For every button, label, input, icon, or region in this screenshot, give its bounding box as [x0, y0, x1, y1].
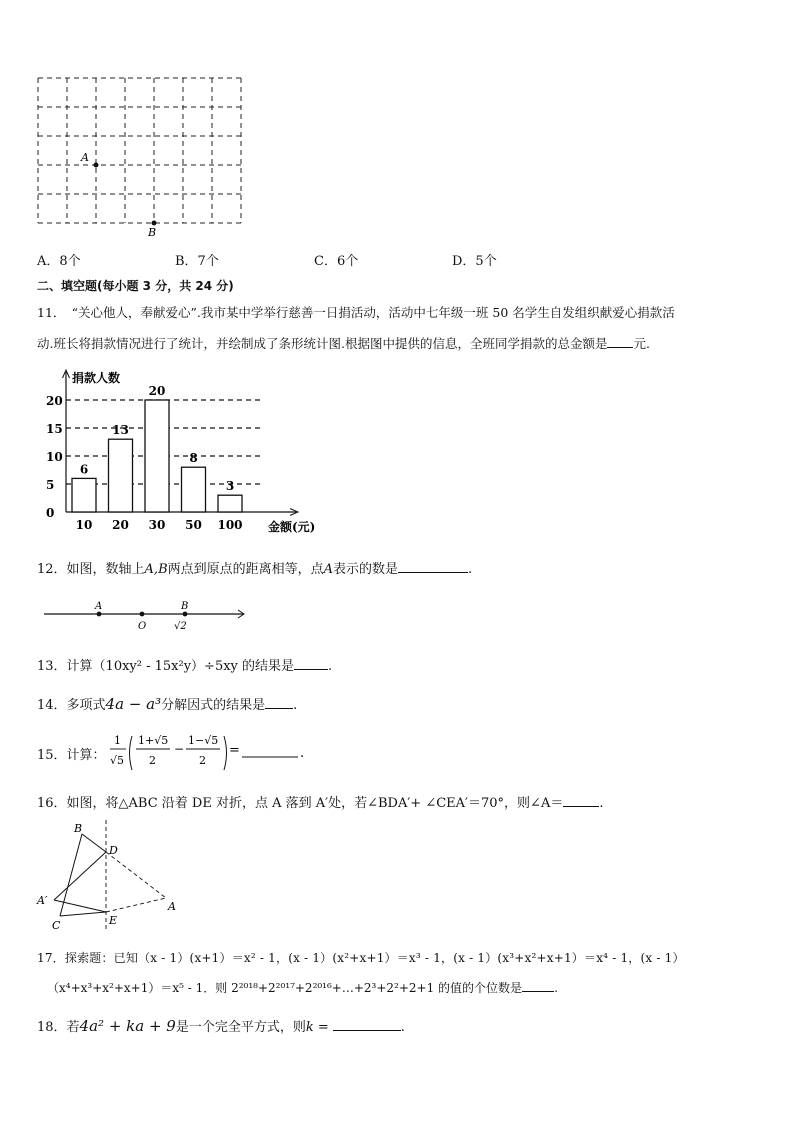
q12-end-text: 表示的数是 [333, 562, 399, 577]
y-tick-label: 10 [46, 450, 63, 464]
axis-label-a: A [95, 601, 103, 612]
q14-period: . [293, 698, 298, 713]
q17-line2 [47, 979, 558, 996]
q13-text [37, 655, 332, 674]
bar-value-label: 8 [189, 451, 198, 466]
label-d: D [109, 844, 118, 857]
label-a-prime: A′ [37, 894, 48, 907]
q16-body: 16．如图，将△ABC 沿着 DE 对折，点 A 落到 A′处，若∠BDA′+ ∠CEA′＝70°，则∠A＝ [37, 796, 564, 811]
y-tick-label: 20 [46, 394, 63, 408]
y-tick-label: 5 [46, 478, 55, 492]
axis-label-o: O [138, 621, 147, 632]
q12-pre: 12．如图，数轴上 [37, 562, 145, 577]
option-b: B．7个 [175, 254, 219, 269]
axis-point-b [183, 612, 188, 617]
q14-expression: 4a − a³ [105, 695, 162, 713]
frac-one: 1 [114, 734, 121, 747]
point-b [152, 221, 157, 226]
bar-value-label: 6 [79, 462, 89, 477]
q14-pre: 14．多项式 [37, 698, 106, 713]
frac-sqrt5: √5 [110, 754, 125, 767]
q11-line2-text: 动.班长将捐款情况进行了统计，并绘制成了条形统计图.根据图中提供的信息，全班同学捐款的总金额是 [37, 336, 608, 351]
number-line [40, 598, 255, 634]
label-c: C [52, 919, 61, 932]
answer-blank [265, 696, 293, 709]
option-d: D．5个 [452, 254, 497, 269]
dashed-grid [38, 78, 242, 223]
q18-mid: 是一个完全平方式，则 [175, 1020, 306, 1035]
q18-k: k = [305, 1020, 329, 1035]
q10-grid-figure [30, 72, 250, 240]
y-tick-label: 15 [46, 422, 63, 436]
bar [145, 400, 169, 512]
q12-ab: A,B [144, 562, 168, 577]
q17-period: . [554, 981, 558, 995]
bar-value-label: 3 [225, 479, 235, 494]
point-a [94, 163, 99, 168]
frac-den1: 2 [149, 754, 156, 767]
q16-triangle-figure [34, 818, 194, 934]
minus-sign: − [174, 742, 185, 756]
q14-text [37, 694, 297, 713]
x-tick-label: 100 [217, 518, 243, 532]
q18-pre: 18．若 [37, 1020, 80, 1035]
label-a: A [168, 900, 176, 913]
q12-period: . [468, 562, 473, 577]
q16-text [37, 792, 603, 811]
bar [182, 467, 206, 512]
label-b: B [148, 226, 157, 239]
q11-line1: 11． “关心他人，奉献爱心”.我市某中学举行慈善一日捐活动，活动中七年级一班 50 名学生自发组织献爱心捐款活 [37, 305, 675, 320]
bar [109, 439, 133, 512]
label-e: E [109, 914, 118, 927]
q14-post: 分解因式的结果是 [161, 698, 266, 713]
axis-label-b: B [181, 601, 189, 612]
section-heading: 二、填空题(每小题 3 分，共 24 分) [37, 279, 234, 293]
answer-blank [563, 794, 599, 807]
equals-sign: = [229, 743, 240, 758]
answer-blank [294, 657, 328, 670]
frac-num2: 1−√5 [188, 734, 219, 747]
option-a: A．8个 [37, 254, 81, 269]
q15-label: 15．计算： [37, 748, 106, 763]
q12-a: A [323, 562, 334, 577]
bar [72, 478, 96, 512]
option-c: C．6个 [314, 254, 359, 269]
q15-formula [108, 730, 308, 776]
answer-blank [398, 560, 468, 573]
bar [218, 495, 242, 512]
answer-blank [607, 335, 633, 348]
x-tick-label: 30 [148, 518, 166, 532]
label-b: B [74, 822, 83, 835]
q18-text [37, 1016, 405, 1035]
y-tick-label: 0 [46, 506, 55, 520]
x-tick-label: 50 [185, 518, 202, 532]
axis-label-sqrt2: √2 [174, 621, 187, 632]
bar-value-label: 13 [112, 423, 129, 438]
q17-body: （x⁴+x³+x²+x+1）＝x⁵ - 1．则 2²⁰¹⁸+2²⁰¹⁷+2²⁰¹⁶+…+2³+2²+2+1 的值的个位数是 [47, 981, 523, 995]
q11-line2 [37, 334, 650, 352]
frac-num1: 1+√5 [138, 734, 169, 747]
q18-expression: 4a² + ka + 9 [79, 1017, 176, 1035]
x-tick-label: 10 [75, 518, 93, 532]
q18-period: . [400, 1020, 405, 1035]
y-axis-label: 捐款人数 [72, 371, 121, 385]
x-axis-label: 金额(元) [268, 520, 316, 534]
bar-chart [36, 366, 336, 538]
q12-text [37, 558, 472, 577]
axis-point-a [97, 612, 102, 617]
q13-period: . [328, 659, 333, 674]
bar-value-label: 20 [148, 384, 166, 398]
axis-origin [140, 612, 145, 617]
x-tick-label: 20 [112, 518, 129, 532]
frac-den2: 2 [199, 754, 206, 767]
q15-period: . [300, 746, 305, 761]
q13-pre: 13．计算（10xy² - 15x²y）÷5xy 的结果是 [37, 659, 295, 674]
label-a: A [81, 151, 89, 164]
answer-blank [522, 979, 554, 992]
q16-period: . [599, 796, 604, 811]
q17-line1: 17．探索题：已知（x - 1）(x+1）＝x² - 1，(x - 1）(x²+x+1）＝x³ - 1，(x - 1）(x³+x²+x+1）＝x⁴ - 1，(x - 1） [37, 951, 685, 965]
answer-blank [333, 1018, 401, 1031]
q11-unit: 元. [633, 336, 650, 351]
q12-post: 两点到原点的距离相等，点 [167, 562, 324, 577]
